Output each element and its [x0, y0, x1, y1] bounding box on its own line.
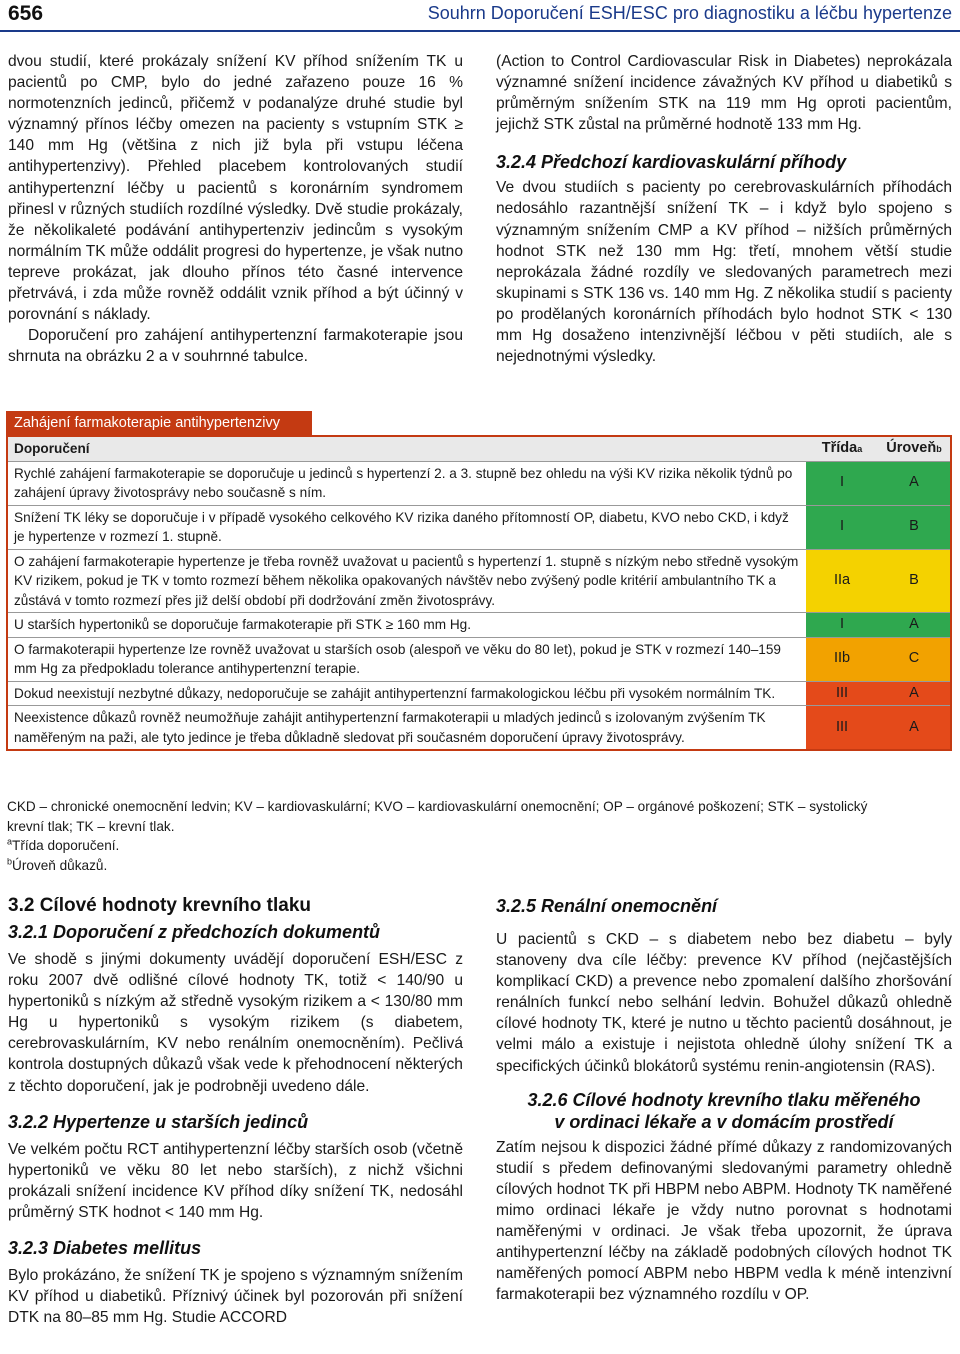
column-header-level: Úroveň b — [878, 437, 950, 461]
paragraph: Bylo prokázáno, že snížení TK je spojeno s významným snížením KV příhod u diabetiků. Příznivý účinek byl pozorován při snížení DTK na 80–85 mm Hg. Studie ACCORD — [8, 1267, 463, 1327]
paragraph: Ve dvou studiích s pacienty po cerebrovaskulárních příhodách nedosáhlo razantnější snížení TK – i když bylo spojeno s významným snížením CMP a KV příhod – nižších průměrných hodnot STK než 130 mm Hg: třetí, mnohem větší studie neprokázala žádné rozdíly ve sledovaných parametrech mezi skupinami s STK 136 vs. 140 mm Hg. Z několika studií s pacienty po prodělaných koronárních příhodách bylo hodnot STK < 130 mm Hg dosaženo intenzivnější léčbou v pěti studiích, ale s nejednotnými výsledky. — [496, 179, 952, 366]
recommendation-table — [6, 411, 952, 751]
recommendation-text: Neexistence důkazů rovněž neumožňuje zahájit antihypertenzní farmakoterapii u mladých jedinců s izolovaným zvýšením TK naměřeným na paži, ale tyto jedince je třeba důkladně sledovat při současném doporučení úpravy životosprávy. — [14, 710, 766, 745]
class-cell: III — [806, 706, 878, 749]
level-cell: A — [878, 706, 950, 749]
paragraph: U pacientů s CKD – s diabetem nebo bez diabetu – byly stanoveny dva cíle léčby: prevence KV příhod (nejčastějších komplikací CKD) a prevence nebo zpomalení dalšího zhoršování renálních funkcí nebo selhání ledvin. Bohužel důkazů ohledně cílové hodnoty TK, které je nutno u těchto pacientů dosáhnout, je velmi málo a existuje i nejistota ohledně úlohy snížení TK a specifických účinků blokátorů systému renin-angiotensin (RAS). — [496, 931, 952, 1075]
recommendation-text: Rychlé zahájení farmakoterapie se doporučuje u jedinců s hypertenzí 2. a 3. stupně bez ohledu na výši KV rizika několik týdnů po zahájení úpravy životosprávy nebo současně s ním. — [14, 465, 793, 500]
column-header-recommendation: Doporučení — [14, 441, 90, 456]
subsection-heading: 3.2.2 Hypertenze u starších jedinců — [8, 1111, 309, 1132]
recommendation-text: O farmakoterapii hypertenze lze rovněž uvažovat u starších osob (alespoň ve věku do 80 let), pokud je STK v rozmezí 140–159 mm Hg za předpokladu tolerance antihypertenzní terapie. — [14, 641, 781, 676]
table-title: Zahájení farmakoterapie antihypertenzivy — [6, 411, 312, 435]
recommendation-text: Dokud neexistují nezbytné důkazy, nedoporučuje se zahájit antihypertenzní farmakologickou léčbu při vysokém normálním TK. — [14, 685, 776, 701]
subsection-heading: 3.2.6 Cílové hodnoty krevního tlaku měřeného v ordinaci lékaře a v domácím prostředí — [527, 1089, 921, 1132]
paragraph: Ve velkém počtu RCT antihypertenzní léčby starších osob (včetně hypertoniků ve věku 80 let nebo starších), z nichž všichni prokázali snížení incidence KV příhod díky snížení TK, nedosáhl průměrný STK hodnot < 140 mm Hg. — [8, 1140, 463, 1221]
table-row — [8, 549, 950, 613]
class-cell: III — [806, 682, 878, 706]
recommendation-text: O zahájení farmakoterapie hypertenze je třeba rovněž uvažovat u pacientů s hypertenzí 1. stupně s nízkým nebo středně vysokým KV rizikem, pokud je TK v tomto rozmezí během několika opakovaných návštěv nebo zvýšený podle kritérií ambulantního TK a zůstává v tomto rozmezí přes již delší období při dodržování změn životosprávy. — [14, 553, 799, 608]
table-row — [8, 461, 950, 505]
table-row — [8, 681, 950, 706]
level-cell: A — [878, 462, 950, 505]
level-cell: B — [878, 550, 950, 613]
bottom-right-column — [496, 893, 952, 1305]
paragraph: Zatím nejsou k dispozici žádné přímé důkazy z randomizovaných studií s předem definovanými sledovanými parametry ohledně cílových hodnot TK při HBPM nebo ABPM. Hodnoty TK naměřené mimo ordinaci lékaře je vždy nutno porovnat s hodnotami naměřenými v ordinaci. Je však třeba upozornit, že úprava antihypertenzní léčby na základě podobných cílových hodnot TK naměřených pomocí ABPM nebo HBPM vedla k méně intenzivní farmakoterapii bez významného rozdílu v OP. — [496, 1138, 952, 1304]
subsection-heading: 3.2.5 Renální onemocnění — [496, 896, 718, 916]
page-header — [0, 0, 960, 30]
level-cell: C — [878, 638, 950, 681]
page-number: 656 — [8, 2, 44, 25]
paragraph: dvou studií, které prokázaly snížení KV příhod snížením TK u pacientů po CMP, bylo do jedné zařazeno pouze 16 % normotenzních jedinců, přičemž v podanalýze druhé studie byl významný přínos léčby omezen na pacienty s vstupním STK ≥ 140 mm Hg (většina z nich již byla při vstupu léčena antihypertenzivy). Přehled placebem kontrolovaných studií antihypertenzní léčby u pacientů s koronárním syndromem přinesl v různých studiích rozdílné výsledky. Dvě studie prokázaly, že několikaleté podávání antihypertenziv jedincům s vysokým normálním TK může oddálit progresi do hypertenze, je však nutno tepreve prokázat, jak dlouho přínos této časné intervence přetrvává, i zda může rovněž oddálit vznik příhod a být účinný v porovnání s náklady. — [8, 53, 463, 324]
table-row — [8, 505, 950, 549]
class-cell: IIb — [806, 638, 878, 681]
paragraph: Doporučení pro zahájení antihypertenzní farmakoterapie jsou shrnuta na obrázku 2 a v souhrnné tabulce. — [8, 327, 463, 366]
subsection-heading: 3.2.3 Diabetes mellitus — [8, 1238, 202, 1259]
class-cell: IIa — [806, 550, 878, 613]
class-cell: I — [806, 462, 878, 505]
table-row — [8, 705, 950, 749]
paragraph: Ve shodě s jinými dokumenty uvádějí doporučení ESH/ESC z roku 2007 dvě odlišné cílové hodnoty TK, totiž < 140/90 u hypertoniků s nízkým až středně vysokým rizikem a < 130/80 mm Hg u hypertoniků s vysokým rizikem (s diabetem, cerebrovaskulárním, KV nebo renálním onemocněním). Pečlivá kontrola dostupných důkazů však vede k přehodnocení některých z těchto doporučení, jak je podrobněji uvedeno dále. — [8, 951, 463, 1095]
level-cell: A — [878, 682, 950, 706]
table-row — [8, 612, 950, 637]
top-left-column — [8, 51, 463, 367]
footnote-a: $^a$Třída doporučení. — [7, 836, 120, 853]
table-body — [6, 435, 952, 751]
recommendation-text: Snížení TK léky se doporučuje i v případě vysokého celkového KV rizika daného přítomností OP, diabetu, KVO nebo CKD, i když je hypertenze v rozmezí 1. stupně. — [14, 509, 789, 544]
recommendation-text: U starších hypertoniků se doporučuje farmakoterapie při STK ≥ 160 mm Hg. — [14, 617, 472, 632]
class-cell: I — [806, 613, 878, 637]
section-heading: 3.2.4 Předchozí kardiovaskulární příhody — [496, 152, 847, 173]
table-footnotes — [7, 797, 897, 875]
level-cell: A — [878, 613, 950, 637]
level-cell: B — [878, 506, 950, 549]
running-title: Souhrn Doporučení ESH/ESC pro diagnostiku a léčbu hypertenze — [427, 3, 952, 23]
paragraph: (Action to Control Cardiovascular Risk in Diabetes) neprokázala významné snížení incidence závažných KV příhod u diabetiků s průměrným snížením STK na 119 mm Hg oproti pacientům, jejichž STK zůstal na průměrné hodnotě 133 mm Hg. — [496, 53, 952, 134]
footnote-b: $^b$Úroveň důkazů. — [7, 855, 108, 873]
table-row — [8, 637, 950, 681]
subsection-heading: 3.2.1 Doporučení z předchozích dokumentů — [8, 922, 381, 942]
bottom-left-column — [8, 893, 463, 1328]
abbreviations: CKD – chronické onemocnění ledvin; KV – kardiovaskulární; KVO – kardiovaskulární onemocnění; OP – orgánové poškození; STK – systolický krevní tlak; TK – krevní tlak. — [7, 799, 868, 834]
header-rule — [0, 30, 960, 32]
column-header-class: Třída a — [806, 437, 878, 461]
class-cell: I — [806, 506, 878, 549]
section-heading: 3.2 Cílové hodnoty krevního tlaku — [8, 895, 312, 916]
top-right-column — [496, 51, 952, 367]
table-header-row — [8, 437, 950, 461]
